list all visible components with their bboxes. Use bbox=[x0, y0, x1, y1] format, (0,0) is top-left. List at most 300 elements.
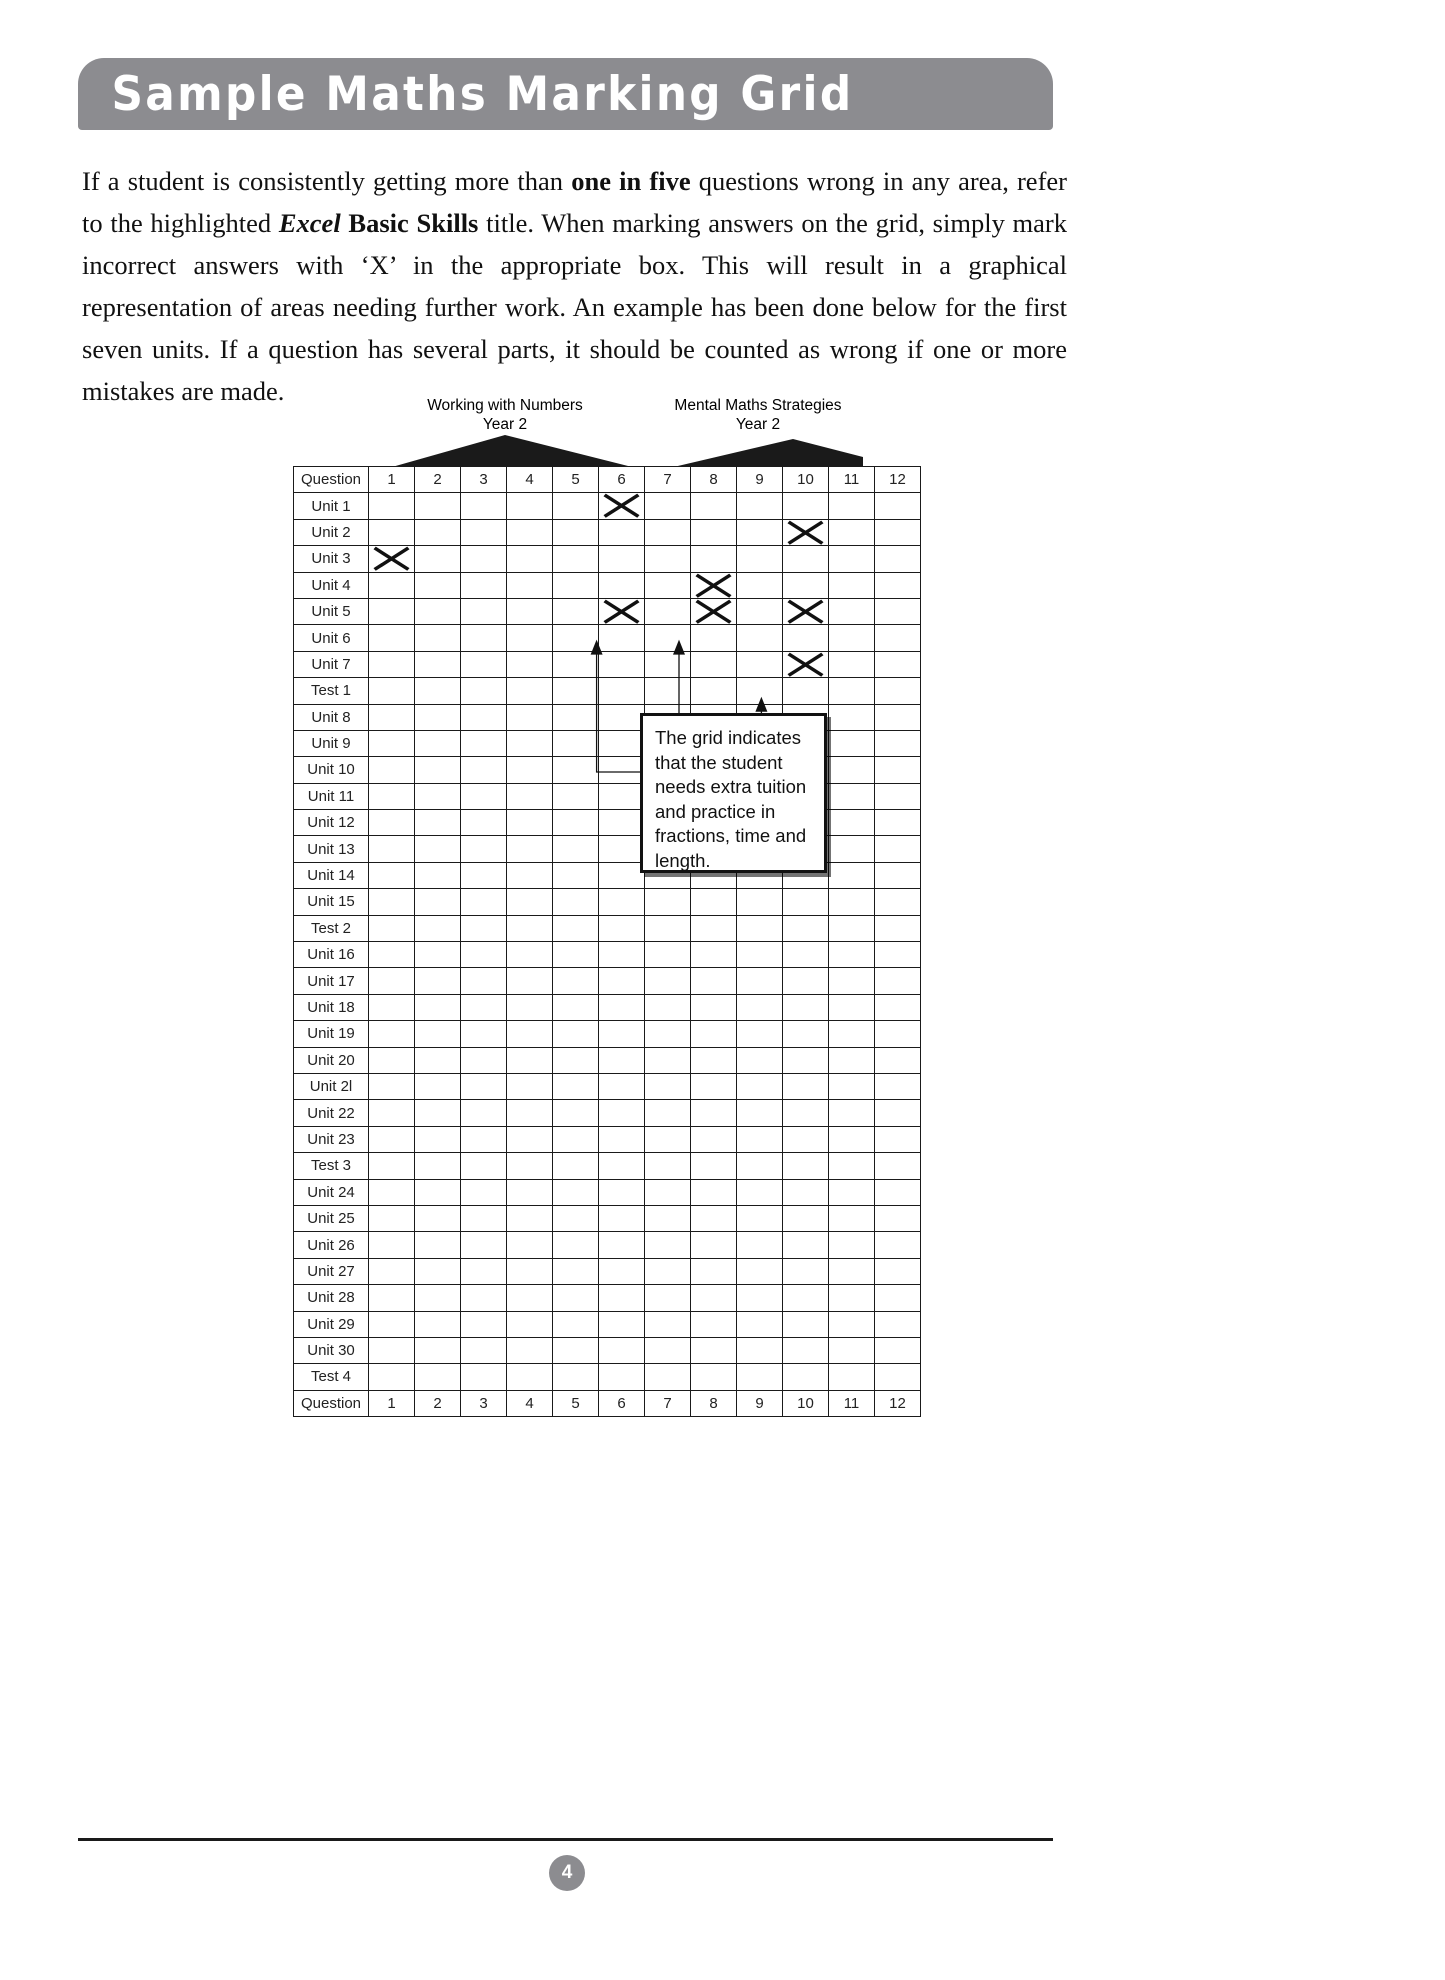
grid-cell[interactable] bbox=[553, 1021, 599, 1047]
grid-cell[interactable] bbox=[553, 862, 599, 888]
grid-cell[interactable] bbox=[507, 942, 553, 968]
grid-cell[interactable] bbox=[691, 1311, 737, 1337]
grid-cell[interactable] bbox=[599, 1205, 645, 1231]
grid-cell[interactable] bbox=[875, 810, 921, 836]
grid-cell[interactable] bbox=[461, 1258, 507, 1284]
grid-cell[interactable] bbox=[415, 1311, 461, 1337]
grid-cell[interactable] bbox=[415, 1337, 461, 1363]
grid-cell[interactable] bbox=[645, 1100, 691, 1126]
grid-cell[interactable] bbox=[645, 942, 691, 968]
grid-cell[interactable] bbox=[783, 1100, 829, 1126]
grid-cell[interactable] bbox=[875, 1205, 921, 1231]
grid-cell[interactable] bbox=[783, 1311, 829, 1337]
grid-cell[interactable] bbox=[461, 889, 507, 915]
grid-cell[interactable] bbox=[507, 889, 553, 915]
grid-cell[interactable] bbox=[507, 1126, 553, 1152]
grid-cell[interactable] bbox=[369, 1364, 415, 1390]
grid-cell[interactable] bbox=[737, 1100, 783, 1126]
grid-cell[interactable] bbox=[553, 783, 599, 809]
grid-cell[interactable] bbox=[507, 1364, 553, 1390]
grid-cell[interactable] bbox=[415, 994, 461, 1020]
grid-cell[interactable] bbox=[737, 519, 783, 545]
grid-cell[interactable] bbox=[875, 783, 921, 809]
grid-cell-marked[interactable] bbox=[599, 598, 645, 624]
grid-cell[interactable] bbox=[691, 942, 737, 968]
grid-cell[interactable] bbox=[461, 994, 507, 1020]
grid-cell[interactable] bbox=[783, 1126, 829, 1152]
grid-cell[interactable] bbox=[829, 1258, 875, 1284]
grid-cell[interactable] bbox=[415, 783, 461, 809]
grid-cell[interactable] bbox=[875, 678, 921, 704]
grid-cell[interactable] bbox=[599, 1100, 645, 1126]
grid-cell[interactable] bbox=[369, 783, 415, 809]
grid-cell[interactable] bbox=[783, 678, 829, 704]
grid-cell[interactable] bbox=[737, 1179, 783, 1205]
grid-cell[interactable] bbox=[691, 651, 737, 677]
grid-cell[interactable] bbox=[507, 1337, 553, 1363]
grid-cell-marked[interactable] bbox=[599, 493, 645, 519]
grid-cell[interactable] bbox=[461, 810, 507, 836]
grid-cell[interactable] bbox=[369, 1205, 415, 1231]
grid-cell[interactable] bbox=[737, 678, 783, 704]
grid-cell-marked[interactable] bbox=[691, 572, 737, 598]
grid-cell-marked[interactable] bbox=[783, 598, 829, 624]
grid-cell[interactable] bbox=[415, 651, 461, 677]
grid-cell[interactable] bbox=[507, 994, 553, 1020]
grid-cell[interactable] bbox=[507, 1153, 553, 1179]
grid-cell[interactable] bbox=[507, 1205, 553, 1231]
grid-cell[interactable] bbox=[875, 1153, 921, 1179]
grid-cell[interactable] bbox=[691, 1073, 737, 1099]
grid-cell[interactable] bbox=[875, 757, 921, 783]
grid-cell[interactable] bbox=[737, 1232, 783, 1258]
grid-cell[interactable] bbox=[369, 572, 415, 598]
grid-cell[interactable] bbox=[875, 493, 921, 519]
grid-cell[interactable] bbox=[875, 730, 921, 756]
grid-cell[interactable] bbox=[415, 836, 461, 862]
grid-cell[interactable] bbox=[737, 889, 783, 915]
grid-cell[interactable] bbox=[737, 1258, 783, 1284]
grid-cell[interactable] bbox=[829, 810, 875, 836]
grid-cell[interactable] bbox=[415, 730, 461, 756]
grid-cell[interactable] bbox=[507, 730, 553, 756]
grid-cell[interactable] bbox=[737, 625, 783, 651]
grid-cell[interactable] bbox=[599, 1126, 645, 1152]
grid-cell[interactable] bbox=[507, 968, 553, 994]
grid-cell[interactable] bbox=[783, 493, 829, 519]
grid-cell[interactable] bbox=[829, 625, 875, 651]
grid-cell[interactable] bbox=[415, 493, 461, 519]
grid-cell[interactable] bbox=[645, 546, 691, 572]
grid-cell[interactable] bbox=[783, 625, 829, 651]
grid-cell[interactable] bbox=[829, 598, 875, 624]
grid-cell[interactable] bbox=[691, 968, 737, 994]
grid-cell[interactable] bbox=[875, 651, 921, 677]
grid-cell[interactable] bbox=[553, 519, 599, 545]
grid-cell[interactable] bbox=[369, 1153, 415, 1179]
grid-cell[interactable] bbox=[415, 519, 461, 545]
grid-cell[interactable] bbox=[507, 1311, 553, 1337]
grid-cell[interactable] bbox=[415, 1047, 461, 1073]
grid-cell[interactable] bbox=[737, 915, 783, 941]
grid-cell[interactable] bbox=[369, 836, 415, 862]
grid-cell[interactable] bbox=[461, 1311, 507, 1337]
grid-cell[interactable] bbox=[829, 1205, 875, 1231]
grid-cell[interactable] bbox=[553, 1179, 599, 1205]
grid-cell[interactable] bbox=[553, 1073, 599, 1099]
grid-cell[interactable] bbox=[507, 1047, 553, 1073]
grid-cell[interactable] bbox=[875, 862, 921, 888]
grid-cell[interactable] bbox=[691, 1126, 737, 1152]
grid-cell[interactable] bbox=[369, 994, 415, 1020]
grid-cell[interactable] bbox=[553, 625, 599, 651]
grid-cell[interactable] bbox=[553, 1153, 599, 1179]
grid-cell[interactable] bbox=[645, 493, 691, 519]
grid-cell[interactable] bbox=[691, 1258, 737, 1284]
grid-cell[interactable] bbox=[645, 1047, 691, 1073]
grid-cell[interactable] bbox=[691, 678, 737, 704]
grid-cell[interactable] bbox=[645, 1311, 691, 1337]
grid-cell[interactable] bbox=[829, 757, 875, 783]
grid-cell[interactable] bbox=[599, 678, 645, 704]
grid-cell[interactable] bbox=[829, 1126, 875, 1152]
grid-cell[interactable] bbox=[507, 704, 553, 730]
grid-cell[interactable] bbox=[645, 1153, 691, 1179]
grid-cell[interactable] bbox=[369, 757, 415, 783]
grid-cell[interactable] bbox=[553, 572, 599, 598]
grid-cell[interactable] bbox=[691, 1179, 737, 1205]
grid-cell[interactable] bbox=[829, 783, 875, 809]
grid-cell[interactable] bbox=[737, 1021, 783, 1047]
grid-cell[interactable] bbox=[461, 757, 507, 783]
grid-cell[interactable] bbox=[783, 1258, 829, 1284]
grid-cell-marked[interactable] bbox=[783, 519, 829, 545]
grid-cell[interactable] bbox=[599, 942, 645, 968]
grid-cell[interactable] bbox=[875, 704, 921, 730]
grid-cell[interactable] bbox=[599, 915, 645, 941]
grid-cell[interactable] bbox=[829, 1285, 875, 1311]
grid-cell[interactable] bbox=[369, 810, 415, 836]
grid-cell[interactable] bbox=[829, 1047, 875, 1073]
grid-cell[interactable] bbox=[645, 572, 691, 598]
grid-cell[interactable] bbox=[599, 1364, 645, 1390]
grid-cell[interactable] bbox=[599, 1285, 645, 1311]
grid-cell[interactable] bbox=[691, 625, 737, 651]
grid-cell[interactable] bbox=[369, 704, 415, 730]
grid-cell[interactable] bbox=[415, 915, 461, 941]
grid-cell[interactable] bbox=[829, 651, 875, 677]
grid-cell[interactable] bbox=[461, 678, 507, 704]
grid-cell[interactable] bbox=[415, 810, 461, 836]
grid-cell[interactable] bbox=[599, 889, 645, 915]
grid-cell[interactable] bbox=[553, 1337, 599, 1363]
grid-cell[interactable] bbox=[875, 1285, 921, 1311]
grid-cell[interactable] bbox=[507, 572, 553, 598]
grid-cell[interactable] bbox=[415, 1205, 461, 1231]
grid-cell[interactable] bbox=[461, 730, 507, 756]
grid-cell[interactable] bbox=[369, 651, 415, 677]
grid-cell[interactable] bbox=[599, 1021, 645, 1047]
grid-cell[interactable] bbox=[599, 704, 645, 730]
grid-cell[interactable] bbox=[875, 1364, 921, 1390]
grid-cell[interactable] bbox=[829, 519, 875, 545]
grid-cell[interactable] bbox=[691, 915, 737, 941]
grid-cell[interactable] bbox=[875, 889, 921, 915]
grid-cell[interactable] bbox=[829, 1337, 875, 1363]
grid-cell[interactable] bbox=[645, 1073, 691, 1099]
grid-cell[interactable] bbox=[415, 678, 461, 704]
grid-cell[interactable] bbox=[415, 1258, 461, 1284]
grid-cell[interactable] bbox=[599, 757, 645, 783]
grid-cell[interactable] bbox=[415, 598, 461, 624]
grid-cell[interactable] bbox=[645, 1258, 691, 1284]
grid-cell[interactable] bbox=[415, 1073, 461, 1099]
grid-cell[interactable] bbox=[553, 704, 599, 730]
grid-cell[interactable] bbox=[553, 1232, 599, 1258]
grid-cell[interactable] bbox=[415, 942, 461, 968]
grid-cell[interactable] bbox=[875, 625, 921, 651]
grid-cell[interactable] bbox=[737, 1047, 783, 1073]
grid-cell[interactable] bbox=[737, 1364, 783, 1390]
grid-cell[interactable] bbox=[875, 1100, 921, 1126]
grid-cell[interactable] bbox=[783, 1364, 829, 1390]
grid-cell[interactable] bbox=[737, 1311, 783, 1337]
grid-cell[interactable] bbox=[645, 1232, 691, 1258]
grid-cell[interactable] bbox=[645, 519, 691, 545]
grid-cell[interactable] bbox=[461, 1100, 507, 1126]
grid-cell[interactable] bbox=[691, 546, 737, 572]
grid-cell[interactable] bbox=[507, 493, 553, 519]
grid-cell[interactable] bbox=[599, 651, 645, 677]
grid-cell[interactable] bbox=[645, 1285, 691, 1311]
grid-cell[interactable] bbox=[415, 1285, 461, 1311]
grid-cell[interactable] bbox=[369, 1021, 415, 1047]
grid-cell[interactable] bbox=[691, 1285, 737, 1311]
grid-cell[interactable] bbox=[829, 572, 875, 598]
grid-cell[interactable] bbox=[645, 651, 691, 677]
grid-cell[interactable] bbox=[415, 704, 461, 730]
grid-cell[interactable] bbox=[553, 1311, 599, 1337]
grid-cell[interactable] bbox=[369, 915, 415, 941]
grid-cell[interactable] bbox=[691, 1337, 737, 1363]
grid-cell[interactable] bbox=[737, 994, 783, 1020]
grid-cell-marked[interactable] bbox=[369, 546, 415, 572]
grid-cell[interactable] bbox=[783, 546, 829, 572]
grid-cell[interactable] bbox=[369, 942, 415, 968]
grid-cell[interactable] bbox=[645, 1205, 691, 1231]
grid-cell[interactable] bbox=[783, 1179, 829, 1205]
grid-cell[interactable] bbox=[829, 1021, 875, 1047]
grid-cell[interactable] bbox=[737, 1126, 783, 1152]
grid-cell[interactable] bbox=[691, 519, 737, 545]
grid-cell[interactable] bbox=[461, 1364, 507, 1390]
grid-cell[interactable] bbox=[461, 572, 507, 598]
grid-cell[interactable] bbox=[415, 1179, 461, 1205]
grid-cell[interactable] bbox=[737, 572, 783, 598]
grid-cell[interactable] bbox=[369, 730, 415, 756]
grid-cell[interactable] bbox=[691, 994, 737, 1020]
grid-cell[interactable] bbox=[829, 994, 875, 1020]
grid-cell[interactable] bbox=[461, 1337, 507, 1363]
grid-cell[interactable] bbox=[507, 519, 553, 545]
grid-cell[interactable] bbox=[461, 1285, 507, 1311]
grid-cell[interactable] bbox=[507, 1021, 553, 1047]
grid-cell[interactable] bbox=[553, 651, 599, 677]
grid-cell[interactable] bbox=[829, 493, 875, 519]
grid-cell[interactable] bbox=[645, 1337, 691, 1363]
grid-cell[interactable] bbox=[599, 1047, 645, 1073]
grid-cell[interactable] bbox=[553, 757, 599, 783]
grid-cell[interactable] bbox=[415, 1153, 461, 1179]
grid-cell[interactable] bbox=[783, 1021, 829, 1047]
grid-cell[interactable] bbox=[369, 1285, 415, 1311]
grid-cell[interactable] bbox=[783, 1153, 829, 1179]
grid-cell[interactable] bbox=[599, 1073, 645, 1099]
grid-cell[interactable] bbox=[737, 1073, 783, 1099]
grid-cell[interactable] bbox=[691, 1153, 737, 1179]
grid-cell[interactable] bbox=[415, 968, 461, 994]
grid-cell[interactable] bbox=[507, 546, 553, 572]
grid-cell[interactable] bbox=[461, 546, 507, 572]
grid-cell[interactable] bbox=[461, 493, 507, 519]
grid-cell[interactable] bbox=[461, 598, 507, 624]
grid-cell[interactable] bbox=[875, 546, 921, 572]
grid-cell[interactable] bbox=[829, 730, 875, 756]
grid-cell[interactable] bbox=[875, 1179, 921, 1205]
grid-cell[interactable] bbox=[461, 1047, 507, 1073]
grid-cell[interactable] bbox=[461, 1153, 507, 1179]
grid-cell[interactable] bbox=[645, 598, 691, 624]
grid-cell[interactable] bbox=[875, 1311, 921, 1337]
grid-cell[interactable] bbox=[507, 651, 553, 677]
grid-cell[interactable] bbox=[875, 1047, 921, 1073]
grid-cell-marked[interactable] bbox=[783, 651, 829, 677]
grid-cell[interactable] bbox=[829, 915, 875, 941]
grid-cell[interactable] bbox=[645, 1021, 691, 1047]
grid-cell[interactable] bbox=[599, 1179, 645, 1205]
grid-cell[interactable] bbox=[599, 1153, 645, 1179]
grid-cell[interactable] bbox=[553, 493, 599, 519]
grid-cell[interactable] bbox=[415, 862, 461, 888]
grid-cell[interactable] bbox=[691, 1021, 737, 1047]
grid-cell[interactable] bbox=[599, 810, 645, 836]
grid-cell[interactable] bbox=[461, 1205, 507, 1231]
grid-cell[interactable] bbox=[875, 519, 921, 545]
grid-cell[interactable] bbox=[691, 493, 737, 519]
grid-cell[interactable] bbox=[507, 862, 553, 888]
grid-cell[interactable] bbox=[645, 968, 691, 994]
grid-cell[interactable] bbox=[369, 1047, 415, 1073]
grid-cell[interactable] bbox=[369, 1126, 415, 1152]
grid-cell[interactable] bbox=[829, 1073, 875, 1099]
grid-cell[interactable] bbox=[691, 1100, 737, 1126]
grid-cell[interactable] bbox=[829, 836, 875, 862]
grid-cell[interactable] bbox=[783, 572, 829, 598]
grid-cell[interactable] bbox=[783, 994, 829, 1020]
grid-cell[interactable] bbox=[783, 1232, 829, 1258]
grid-cell[interactable] bbox=[507, 836, 553, 862]
grid-cell[interactable] bbox=[553, 942, 599, 968]
grid-cell[interactable] bbox=[369, 678, 415, 704]
grid-cell[interactable] bbox=[691, 1047, 737, 1073]
grid-cell[interactable] bbox=[783, 1337, 829, 1363]
grid-cell[interactable] bbox=[599, 730, 645, 756]
grid-cell[interactable] bbox=[507, 1179, 553, 1205]
grid-cell[interactable] bbox=[461, 1021, 507, 1047]
grid-cell[interactable] bbox=[783, 889, 829, 915]
grid-cell[interactable] bbox=[553, 994, 599, 1020]
grid-cell[interactable] bbox=[415, 1126, 461, 1152]
grid-cell[interactable] bbox=[645, 1126, 691, 1152]
grid-cell[interactable] bbox=[737, 942, 783, 968]
grid-cell[interactable] bbox=[599, 572, 645, 598]
grid-cell[interactable] bbox=[783, 968, 829, 994]
grid-cell[interactable] bbox=[461, 862, 507, 888]
grid-cell[interactable] bbox=[553, 730, 599, 756]
grid-cell[interactable] bbox=[783, 915, 829, 941]
grid-cell[interactable] bbox=[737, 493, 783, 519]
grid-cell[interactable] bbox=[829, 704, 875, 730]
grid-cell[interactable] bbox=[691, 1364, 737, 1390]
grid-cell[interactable] bbox=[737, 968, 783, 994]
grid-cell[interactable] bbox=[875, 836, 921, 862]
grid-cell[interactable] bbox=[415, 889, 461, 915]
grid-cell[interactable] bbox=[415, 1100, 461, 1126]
grid-cell[interactable] bbox=[507, 1100, 553, 1126]
grid-cell[interactable] bbox=[507, 757, 553, 783]
grid-cell[interactable] bbox=[875, 572, 921, 598]
grid-cell[interactable] bbox=[599, 968, 645, 994]
grid-cell[interactable] bbox=[461, 915, 507, 941]
grid-cell[interactable] bbox=[553, 1285, 599, 1311]
grid-cell[interactable] bbox=[369, 968, 415, 994]
grid-cell[interactable] bbox=[553, 1205, 599, 1231]
grid-cell[interactable] bbox=[599, 1258, 645, 1284]
grid-cell[interactable] bbox=[369, 1258, 415, 1284]
grid-cell[interactable] bbox=[875, 1021, 921, 1047]
grid-cell[interactable] bbox=[461, 704, 507, 730]
grid-cell[interactable] bbox=[599, 1311, 645, 1337]
grid-cell[interactable] bbox=[553, 1126, 599, 1152]
grid-cell[interactable] bbox=[783, 1073, 829, 1099]
grid-cell[interactable] bbox=[369, 862, 415, 888]
grid-cell[interactable] bbox=[875, 1258, 921, 1284]
grid-cell[interactable] bbox=[415, 625, 461, 651]
grid-cell[interactable] bbox=[737, 1205, 783, 1231]
grid-cell[interactable] bbox=[507, 810, 553, 836]
grid-cell[interactable] bbox=[875, 968, 921, 994]
grid-cell[interactable] bbox=[369, 1232, 415, 1258]
grid-cell[interactable] bbox=[783, 1205, 829, 1231]
grid-cell[interactable] bbox=[507, 1285, 553, 1311]
grid-cell[interactable] bbox=[875, 1337, 921, 1363]
grid-cell[interactable] bbox=[369, 1337, 415, 1363]
grid-cell[interactable] bbox=[737, 651, 783, 677]
grid-cell[interactable] bbox=[875, 942, 921, 968]
grid-cell[interactable] bbox=[507, 1073, 553, 1099]
grid-cell[interactable] bbox=[415, 757, 461, 783]
grid-cell[interactable] bbox=[829, 889, 875, 915]
grid-cell[interactable] bbox=[461, 519, 507, 545]
grid-cell[interactable] bbox=[829, 1100, 875, 1126]
grid-cell[interactable] bbox=[369, 493, 415, 519]
grid-cell[interactable] bbox=[829, 1232, 875, 1258]
grid-cell[interactable] bbox=[507, 678, 553, 704]
grid-cell[interactable] bbox=[553, 836, 599, 862]
grid-cell[interactable] bbox=[507, 1258, 553, 1284]
grid-cell[interactable] bbox=[461, 1073, 507, 1099]
grid-cell[interactable] bbox=[829, 942, 875, 968]
